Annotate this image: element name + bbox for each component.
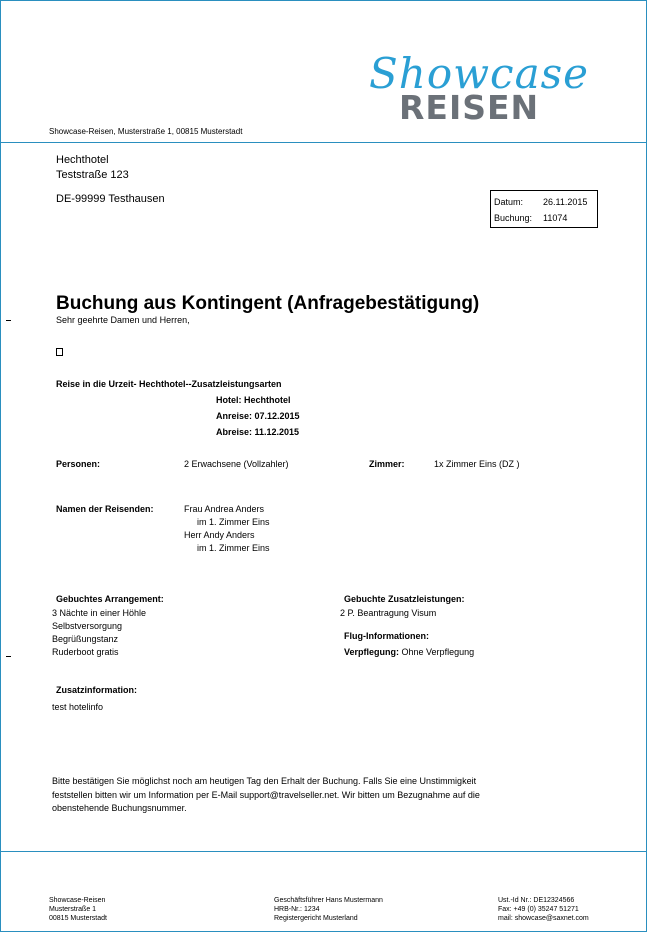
sender-line: Showcase-Reisen, Musterstraße 1, 00815 Musterstadt [49,127,243,136]
traveler-2-room: im 1. Zimmer Eins [197,543,270,553]
logo-script-text: Showcase [369,49,590,98]
trip-hotel: Hotel: Hechthotel [216,395,291,405]
booking-label: Buchung: [494,213,533,223]
persons-value: 2 Erwachsene (Vollzahler) [184,459,289,469]
recipient-street: Teststraße 123 [56,169,129,181]
extras-item: 2 P. Beantragung Visum [340,608,437,618]
logo-block-text: REISEN [399,88,540,127]
additional-value: test hotelinfo [52,702,104,712]
extras-label: Gebuchte Zusatzleistungen: [344,594,465,604]
checkbox-glyph [56,348,63,356]
additional-label: Zusatzinformation: [56,685,137,695]
closing-line: feststellen bitten wir um Information per E-Mail support@travelseller.net. Wir bitten um Bezugnahme auf die [52,790,480,800]
traveler-2-name: Herr Andy Anders [184,530,255,540]
arrangement-item: Selbstversorgung [52,621,123,631]
arrangement-item: Begrüßungstanz [52,634,119,644]
footer-divider [1,851,646,852]
meal-label: Verpflegung: [344,647,400,657]
date-label: Datum: [494,197,524,207]
footer-text: Fax: +49 (0) 35247 51271 [498,906,579,913]
footer-col-contact [498,896,589,923]
trip-arrival: Anreise: 07.12.2015 [216,411,300,421]
margin-mark [6,320,11,321]
arrangement-label: Gebuchtes Arrangement: [56,594,164,604]
footer-text: Registergericht Musterland [274,915,358,922]
closing-line: obenstehende Buchungsnummer. [52,803,187,813]
footer-text: mail: showcase@saxnet.com [498,915,589,922]
footer-text: HRB-Nr.: 1234 [274,906,320,913]
booking-value: 11074 [543,213,568,223]
trip-departure: Abreise: 11.12.2015 [216,427,300,437]
recipient-name: Hechthotel [56,154,109,166]
meal-value: Ohne Verpflegung [401,647,475,657]
room-value: 1x Zimmer Eins (DZ ) [434,459,520,469]
salutation: Sehr geehrte Damen und Herren, [56,315,190,325]
persons-label: Personen: [56,459,101,469]
arrangement-item: 3 Nächte in einer Höhle [52,608,147,618]
travelers-label: Namen der Reisenden: [56,504,154,514]
traveler-1-name: Frau Andrea Anders [184,504,265,514]
footer-text: 00815 Musterstadt [49,915,107,922]
footer-col-company [49,896,107,923]
arrangement-item: Ruderboot gratis [52,647,119,657]
closing-line: Bitte bestätigen Sie möglichst noch am heutigen Tag den Erhalt der Buchung. Falls Sie eine Unstimmigkeit [52,776,477,786]
meal-line [344,647,474,657]
recipient-city: DE-99999 Testhausen [56,193,165,205]
room-label: Zimmer: [369,459,405,469]
traveler-1-room: im 1. Zimmer Eins [197,517,270,527]
trip-heading: Reise in die Urzeit- Hechthotel--Zusatzleistungsarten [56,379,282,389]
info-box [490,190,598,228]
date-value: 26.11.2015 [543,197,588,207]
page-title: Buchung aus Kontingent (Anfragebestätigung) [56,293,480,314]
footer-text: Geschäftsführer Hans Mustermann [274,897,383,904]
margin-mark [6,656,11,657]
footer-text: Ust.-Id Nr.: DE12324566 [498,897,575,904]
footer-text: Musterstraße 1 [49,906,97,913]
header-divider [1,142,646,143]
footer-text: Showcase-Reisen [49,897,106,904]
flight-label: Flug-Informationen: [344,631,429,641]
footer-col-management [274,896,383,923]
